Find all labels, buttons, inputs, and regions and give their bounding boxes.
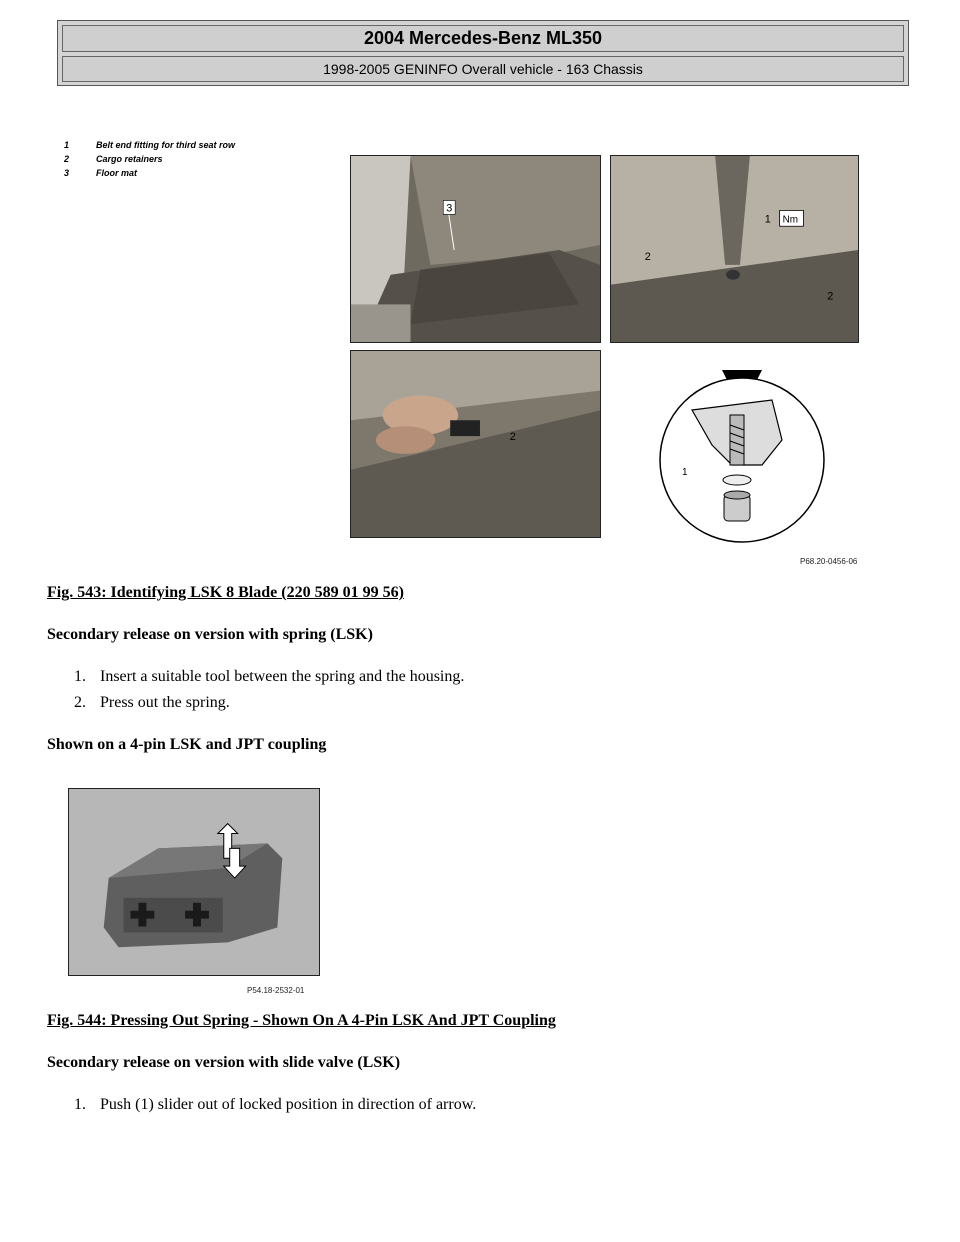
torque-label: Nm [782,214,799,226]
document-title: 2004 Mercedes-Benz ML350 [62,25,904,52]
list-item: 1. Push (1) slider out of locked position in direction of arrow. [74,1096,477,1113]
page-header [57,20,909,86]
fitting-detail-drawing [652,370,832,550]
section-heading: Shown on a 4-pin LSK and JPT coupling [47,736,327,753]
figure-caption: Fig. 543: Identifying LSK 8 Blade (220 589 01 99 56) [47,584,404,601]
section-heading: Secondary release on version with spring (LSK) [47,626,373,643]
callout-1: 1 [682,467,688,478]
callout-2: 2 [509,431,516,444]
document-subtitle: 1998-2005 GENINFO Overall vehicle - 163 Chassis [62,56,904,82]
legend-item: 1 Belt end fitting for third seat row [64,140,235,150]
legend-item: 2 Cargo retainers [64,154,163,164]
legend-item: 3 Floor mat [64,168,138,178]
cargo-area-photo [350,155,601,343]
callout-2: 2 [644,250,651,263]
callout-3: 3 [446,202,453,215]
figure-code: P68.20-0456-06 [800,557,858,566]
figure-code: P54.18-2532-01 [247,986,305,995]
list-item: 1. Insert a suitable tool between the spring and the housing. [74,668,465,685]
figure-caption: Fig. 544: Pressing Out Spring - Shown On A 4-Pin LSK And JPT Coupling [47,1012,556,1029]
cargo-retainer-photo [350,350,601,538]
callout-1: 1 [764,213,771,226]
section-heading: Secondary release on version with slide valve (LSK) [47,1054,401,1071]
belt-fitting-photo [610,155,859,343]
coupling-photo [68,788,320,976]
list-item: 2. Press out the spring. [74,694,230,711]
callout-2: 2 [827,290,834,303]
figure-legend [64,138,235,180]
